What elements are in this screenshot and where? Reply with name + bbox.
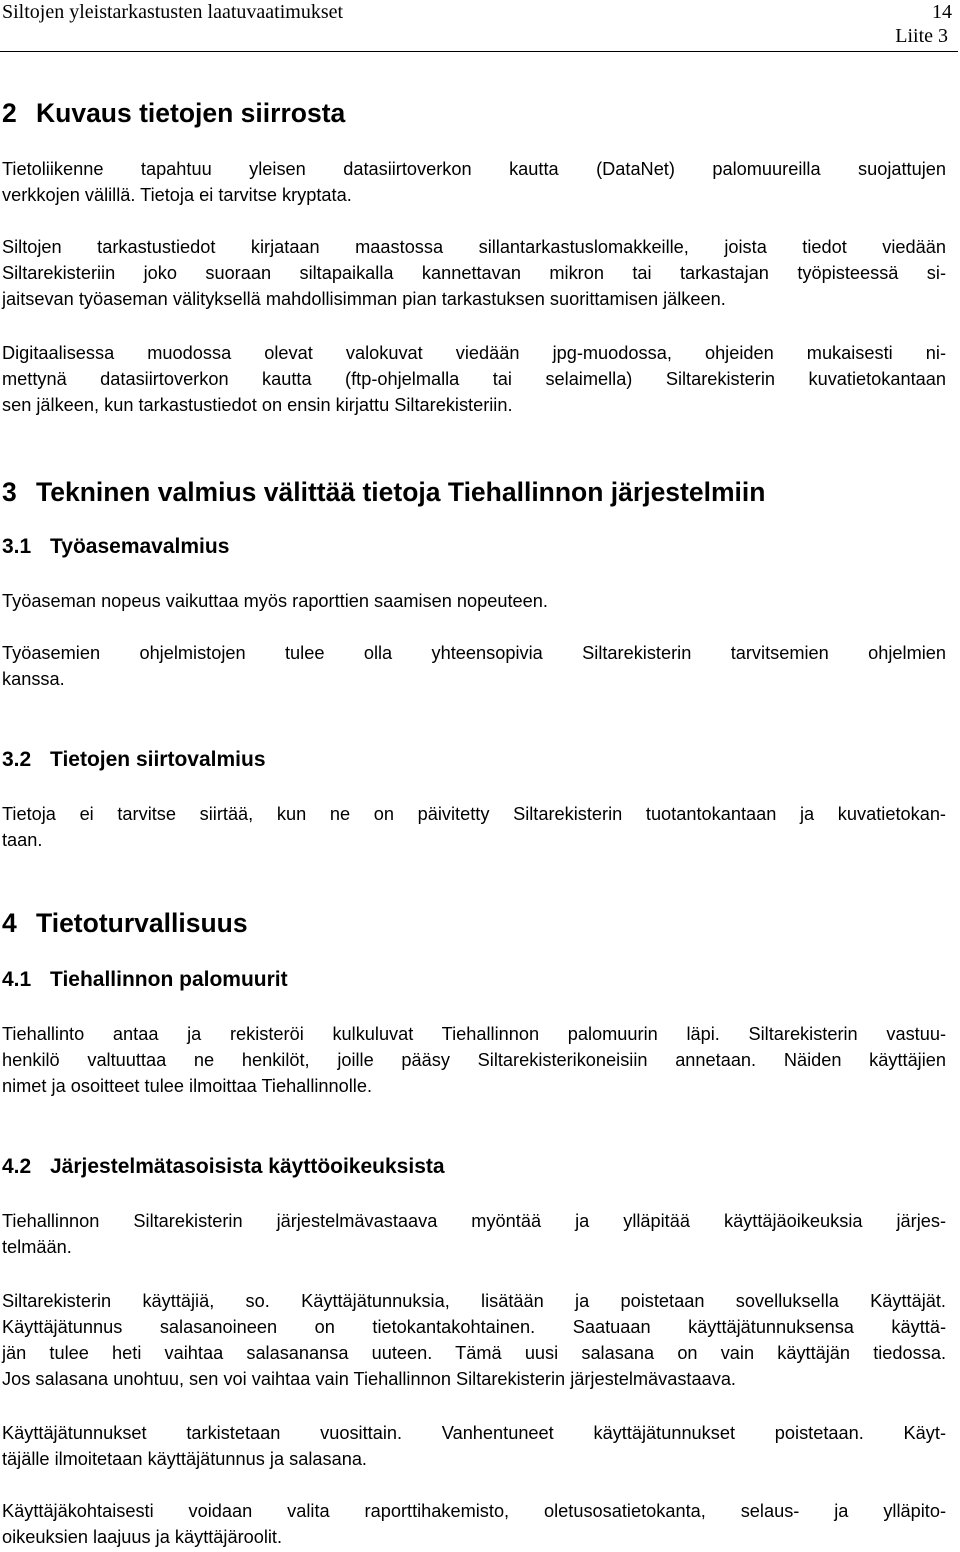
- subsection-heading-3-1: [2, 533, 946, 561]
- subsection-heading-4-2: [2, 1153, 946, 1181]
- text-line: Siltarekisteriin joko suoraan siltapaikalla kannettavan mikron tai tarkastajan työpisteessä si-: [2, 263, 946, 283]
- section-title: Kuvaus tietojen siirrosta: [36, 98, 346, 128]
- text-line: henkilö valtuuttaa ne henkilöt, joille pääsy Siltarekisterikoneisiin annetaan. Näiden käyttäjien: [2, 1050, 946, 1070]
- section-title: Tietoturvallisuus: [36, 908, 248, 938]
- subsection-number: 3.2: [2, 748, 32, 771]
- paragraph: [2, 1498, 946, 1550]
- paragraph: [2, 1420, 946, 1472]
- text-line: jaitsevan työaseman välityksellä mahdollisimman pian tarkastuksen suorittamisen jälkeen.: [2, 289, 726, 309]
- section-heading-2: [2, 97, 946, 129]
- text-line: Tietoliikenne tapahtuu yleisen datasiirtoverkon kautta (DataNet) palomuureilla suojattujen: [2, 159, 946, 179]
- subsection-number: 3.1: [2, 535, 32, 558]
- appendix-label: Liite 3: [895, 25, 948, 47]
- subsection-title: Järjestelmätasoisista käyttöoikeuksista: [50, 1155, 445, 1178]
- subsection-heading-3-2: [2, 746, 946, 774]
- paragraph: [2, 1021, 946, 1099]
- section-number: 4: [2, 908, 17, 938]
- subsection-title: Tiehallinnon palomuurit: [50, 968, 288, 991]
- text-line: Tiehallinnon Siltarekisterin järjestelmävastaava myöntää ja ylläpitää käyttäjäoikeuksia järjes-: [2, 1211, 946, 1231]
- text-line: Käyttäjätunnukset tarkistetaan vuosittain. Vanhentuneet käyttäjätunnukset poistetaan. Käyt-: [2, 1423, 946, 1443]
- text-line: telmään.: [2, 1237, 72, 1257]
- text-line: Työaseman nopeus vaikuttaa myös raporttien saamisen nopeuteen.: [2, 591, 548, 611]
- subsection-number: 4.1: [2, 968, 32, 991]
- paragraph: [2, 640, 946, 692]
- text-line: Digitaalisessa muodossa olevat valokuvat viedään jpg-muodossa, ohjeiden mukaisesti ni-: [2, 343, 946, 363]
- subsection-number: 4.2: [2, 1155, 32, 1178]
- subsection-title: Työasemavalmius: [50, 535, 230, 558]
- text-line: Siltarekisterin käyttäjiä, so. Käyttäjätunnuksia, lisätään ja poistetaan sovelluksella Käyttäjät.: [2, 1291, 946, 1311]
- text-line: Siltojen tarkastustiedot kirjataan maastossa sillantarkastuslomakkeille, joista tiedot viedään: [2, 237, 946, 257]
- text-line: jän tulee heti vaihtaa salasanansa uuteen. Tämä uusi salasana on vain käyttäjän tiedossa.: [2, 1343, 946, 1363]
- text-line: sen jälkeen, kun tarkastustiedot on ensin kirjattu Siltarekisteriin.: [2, 395, 513, 415]
- section-heading-3: [2, 476, 946, 508]
- section-heading-4: [2, 907, 946, 939]
- paragraph: [2, 340, 946, 418]
- text-line: Työasemien ohjelmistojen tulee olla yhteensopivia Siltarekisterin tarvitsemien ohjelmien: [2, 643, 946, 663]
- text-line: täjälle ilmoitetaan käyttäjätunnus ja salasana.: [2, 1449, 367, 1469]
- text-line: Käyttäjätunnus salasanoineen on tietokantakohtainen. Saatuaan käyttäjätunnuksensa käyttä-: [2, 1317, 946, 1337]
- paragraph: [2, 156, 946, 208]
- paragraph: [2, 801, 946, 853]
- header-divider: [0, 51, 958, 52]
- paragraph: [2, 1208, 946, 1260]
- subsection-title: Tietojen siirtovalmius: [50, 748, 266, 771]
- text-line: mettynä datasiirtoverkon kautta (ftp-ohjelmalla tai selaimella) Siltarekisterin kuvatietokantaan: [2, 369, 946, 389]
- text-line: taan.: [2, 830, 43, 850]
- paragraph: [2, 1288, 946, 1392]
- text-line: Jos salasana unohtuu, sen voi vaihtaa vain Tiehallinnon Siltarekisterin järjestelmävastaava.: [2, 1369, 736, 1389]
- text-line: Tietoja ei tarvitse siirtää, kun ne on päivitetty Siltarekisterin tuotantokantaan ja kuvatietokan-: [2, 804, 946, 824]
- running-header-title: Siltojen yleistarkastusten laatuvaatimukset: [2, 1, 344, 23]
- text-line: nimet ja osoitteet tulee ilmoittaa Tiehallinnolle.: [2, 1076, 373, 1096]
- section-title: Tekninen valmius välittää tietoja Tiehallinnon järjestelmiin: [36, 477, 766, 507]
- subsection-heading-4-1: [2, 966, 946, 994]
- page-number: 14: [932, 1, 952, 23]
- paragraph: [2, 588, 946, 614]
- section-number: 2: [2, 98, 17, 128]
- text-line: Tiehallinto antaa ja rekisteröi kulkuluvat Tiehallinnon palomuurin läpi. Siltarekisterin vastuu-: [2, 1024, 946, 1044]
- text-line: oikeuksien laajuus ja käyttäjäroolit.: [2, 1527, 283, 1547]
- text-line: verkkojen välillä. Tietoja ei tarvitse kryptata.: [2, 185, 352, 205]
- paragraph: [2, 234, 946, 312]
- text-line: kanssa.: [2, 669, 65, 689]
- text-line: Käyttäjäkohtaisesti voidaan valita raporttihakemisto, oletusosatietokanta, selaus- ja ylläpito-: [2, 1501, 946, 1521]
- section-number: 3: [2, 477, 17, 507]
